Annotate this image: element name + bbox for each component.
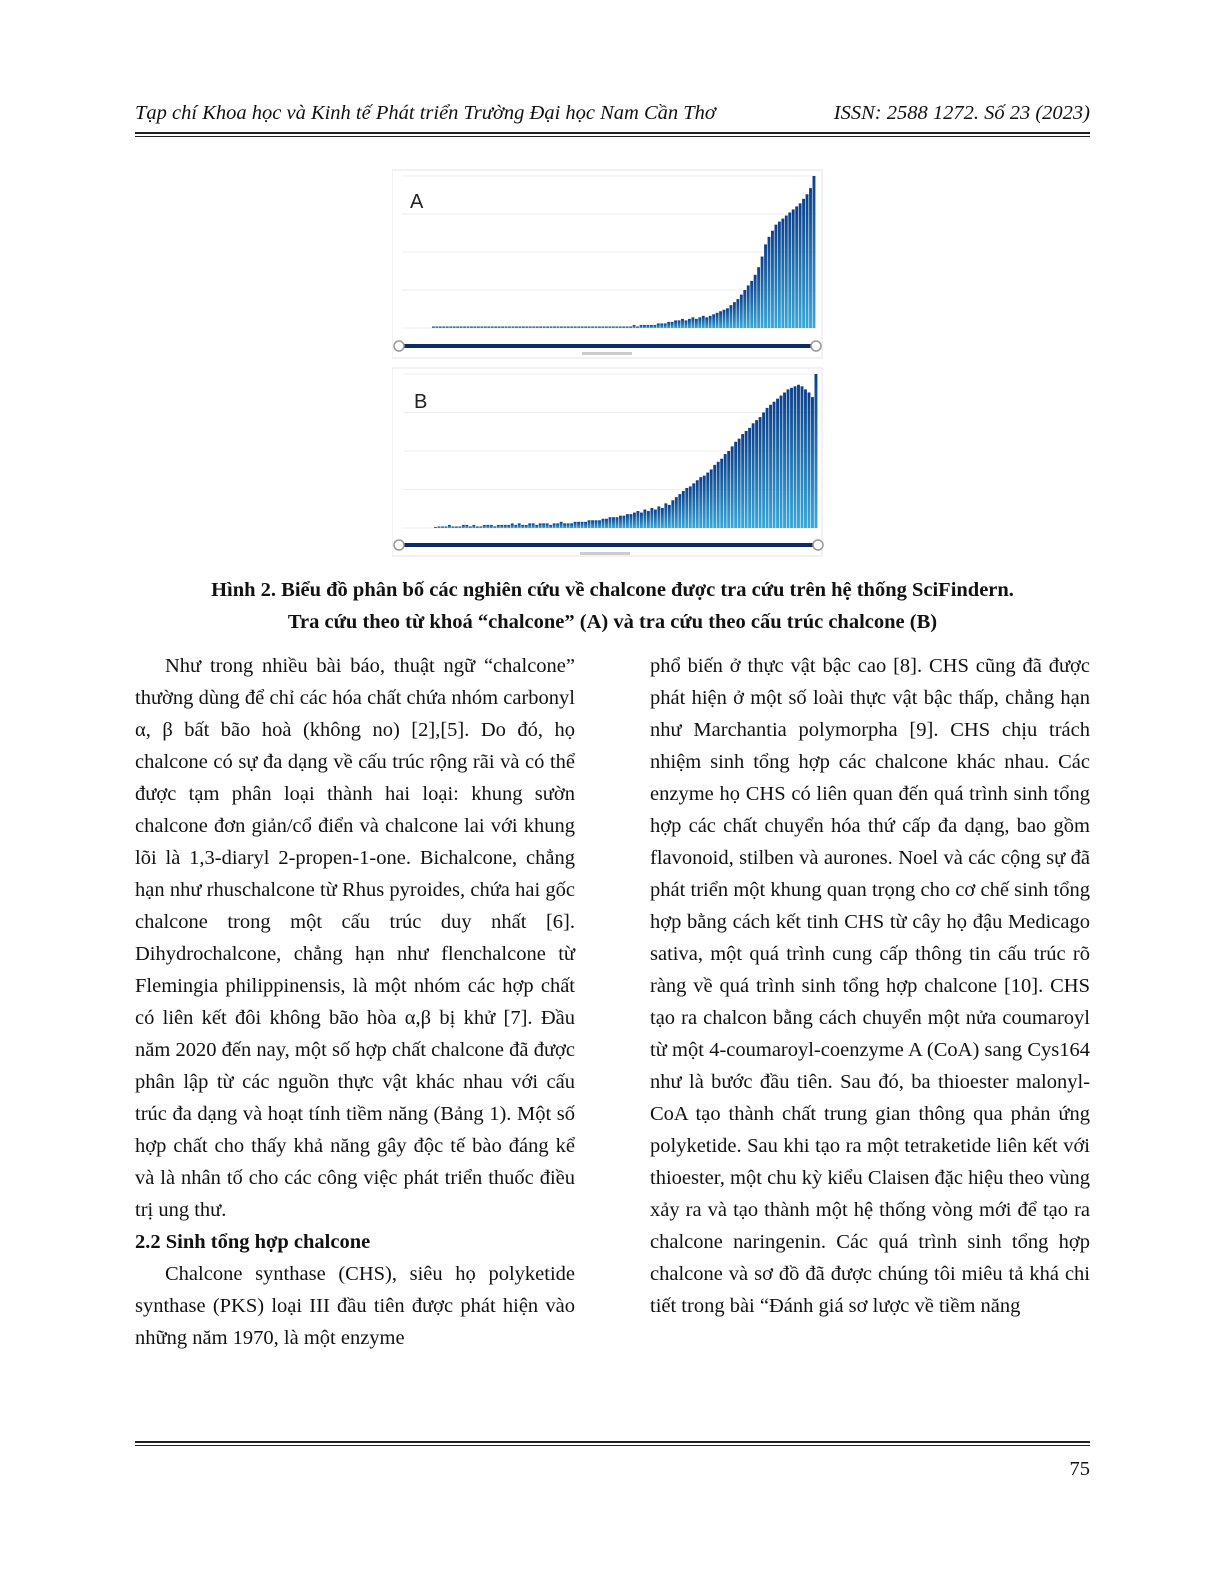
bar xyxy=(776,399,779,528)
bar xyxy=(612,517,615,528)
bar xyxy=(602,519,605,528)
bar xyxy=(451,526,454,528)
bar xyxy=(657,506,660,528)
bar xyxy=(615,326,618,328)
bar xyxy=(442,326,445,328)
bar xyxy=(577,522,580,528)
bar xyxy=(804,389,807,528)
bar xyxy=(811,397,814,528)
bar xyxy=(797,385,800,528)
bar xyxy=(809,188,812,328)
bar xyxy=(577,326,580,328)
bar xyxy=(500,525,503,528)
bar xyxy=(755,420,758,528)
bar xyxy=(757,267,760,328)
bar xyxy=(802,199,805,328)
bar xyxy=(713,465,716,528)
panel-b-label: B xyxy=(414,391,428,413)
bar xyxy=(740,295,743,328)
bar xyxy=(501,326,504,328)
bar xyxy=(553,326,556,328)
bar xyxy=(529,326,532,328)
bar xyxy=(633,513,636,528)
bar xyxy=(550,326,553,328)
bar xyxy=(699,477,702,528)
bar xyxy=(602,326,605,328)
bar xyxy=(469,526,472,528)
bar xyxy=(497,525,500,528)
right-column xyxy=(650,650,1090,1322)
bar xyxy=(567,326,570,328)
bar xyxy=(525,525,528,528)
bar xyxy=(595,520,598,528)
bar xyxy=(448,525,451,528)
bar xyxy=(743,290,746,328)
panel-a-slider-handle-right[interactable] xyxy=(811,341,821,351)
bar xyxy=(612,326,615,328)
bar xyxy=(444,526,447,528)
bar xyxy=(717,462,720,528)
bar xyxy=(668,505,671,528)
bar xyxy=(761,257,764,328)
bar xyxy=(794,386,797,528)
bar xyxy=(484,326,487,328)
bar xyxy=(480,326,483,328)
bar xyxy=(647,511,650,528)
bar xyxy=(661,508,664,528)
bar xyxy=(521,525,524,528)
bar xyxy=(437,526,440,528)
bar xyxy=(560,522,563,528)
footer-rule xyxy=(135,1441,1090,1443)
panel-b-range-caption xyxy=(580,552,630,555)
bar xyxy=(815,374,818,528)
bar xyxy=(477,326,480,328)
bar xyxy=(622,326,625,328)
bar xyxy=(626,514,629,528)
bar xyxy=(543,326,546,328)
bar xyxy=(494,326,497,328)
bar xyxy=(738,439,741,528)
bar xyxy=(432,326,435,328)
bar xyxy=(783,392,786,528)
bar xyxy=(535,525,538,528)
header-rule xyxy=(135,132,1090,134)
bar xyxy=(788,212,791,328)
bar xyxy=(759,417,762,528)
bar xyxy=(764,244,767,328)
bar xyxy=(470,326,473,328)
figure-caption xyxy=(135,574,1090,638)
bar xyxy=(710,469,713,528)
footer-rule-thin xyxy=(135,1445,1090,1446)
bar xyxy=(456,326,459,328)
bar xyxy=(692,483,695,528)
figure-2-charts xyxy=(392,168,832,563)
bar xyxy=(781,219,784,328)
bar xyxy=(643,325,646,328)
bar xyxy=(460,326,463,328)
figure-2 xyxy=(392,168,832,563)
bar xyxy=(674,320,677,328)
bar xyxy=(605,519,608,528)
bar xyxy=(716,313,719,328)
bar xyxy=(539,523,542,528)
bar xyxy=(787,389,790,528)
bar xyxy=(616,517,619,528)
bar xyxy=(518,326,521,328)
bar xyxy=(557,326,560,328)
bar xyxy=(522,326,525,328)
bar xyxy=(570,523,573,528)
bar xyxy=(486,525,489,528)
bar xyxy=(498,326,501,328)
panel-a-frame xyxy=(392,170,822,358)
bar xyxy=(515,326,518,328)
paragraph: phổ biến ở thực vật bậc cao [8]. CHS cũng đã được phát hiện ở một số loài thực vật bậc thấp, chẳng hạn như Marchantia polymorpha [9]. CHS chịu trách nhiệm sinh tổng hợp các chalcone khác nhau. Các enzyme họ CHS có liên quan đến quá trình sinh tổng hợp các chất chuyển hóa thứ cấp đa dạng, bao gồm flavonoid, stilben và aurones. Noel và các cộng sự đã phát triển một khung quan trọng cho cơ chế sinh tổng hợp bằng cách kết tinh CHS từ cây họ đậu Medicago sativa, một quá trình cung cấp thông tin cấu trúc rõ ràng về quá trình sinh tổng hợp chalcone [10]. CHS tạo ra chalcon bằng cách chuyển một nửa coumaroyl từ một 4-coumaroyl-coenzyme A (CoA) sang Cys164 như là bước đầu tiên. Sau đó, ba thioester malonyl-CoA tạo thành chất trung gian thông qua phản ứng polyketide. Sau khi tạo ra một tetraketide liên kết với thioester, một chu kỳ kiểu Claisen đặc hiệu theo vùng xảy ra và tạo thành một hệ thống vòng mới để tạo ra chalcone naringenin. Các quá trình sinh tổng hợp chalcone và sơ đồ đã được chúng tôi miêu tả khá chi tiết trong bài “Đánh giá sơ lược về tiềm năng xyxy=(650,655,1090,1317)
bar xyxy=(643,510,646,528)
bar xyxy=(588,326,591,328)
bar xyxy=(671,322,674,328)
bar xyxy=(703,476,706,528)
bar xyxy=(574,326,577,328)
paragraph: Chalcone synthase (CHS), siêu họ polyketide synthase (PKS) loại III đầu tiên được phát hiện vào những năm 1970, là một enzyme xyxy=(135,1263,575,1349)
bar xyxy=(778,222,781,328)
bar xyxy=(453,326,456,328)
panel-b-slider-handle-left[interactable] xyxy=(394,540,404,550)
bar xyxy=(731,446,734,528)
bar xyxy=(664,323,667,328)
bar xyxy=(525,326,528,328)
bar xyxy=(598,520,601,528)
bar xyxy=(719,311,722,328)
bar xyxy=(689,486,692,528)
caption-line-2: Tra cứu theo từ khoá “chalcone” (A) và tra cứu theo cấu trúc chalcone (B) xyxy=(287,611,938,633)
bar xyxy=(709,316,712,328)
bar xyxy=(664,503,667,528)
bar xyxy=(667,322,670,328)
bar xyxy=(685,488,688,528)
bar xyxy=(633,325,636,328)
bar xyxy=(678,320,681,328)
bar xyxy=(567,523,570,528)
bar xyxy=(563,326,566,328)
issn-issue: ISSN: 2588 1272. Số 23 (2023) xyxy=(833,102,1090,124)
section-heading: 2.2 Sinh tổng hợp chalcone xyxy=(135,1231,371,1253)
bar xyxy=(629,514,632,528)
bar xyxy=(574,522,577,528)
bar xyxy=(653,325,656,328)
bar xyxy=(745,431,748,528)
bar xyxy=(771,231,774,328)
bar xyxy=(733,302,736,328)
bar xyxy=(705,317,708,328)
bar xyxy=(588,520,591,528)
bar xyxy=(458,526,461,528)
bar xyxy=(773,402,776,528)
bar xyxy=(512,326,515,328)
bar xyxy=(553,523,556,528)
bar xyxy=(792,209,795,328)
bar xyxy=(446,326,449,328)
bar xyxy=(467,326,470,328)
bar xyxy=(623,516,626,528)
bar xyxy=(598,326,601,328)
bar xyxy=(660,323,663,328)
bar xyxy=(608,326,611,328)
panel-a-slider-handle-left[interactable] xyxy=(394,341,404,351)
bar xyxy=(636,511,639,528)
bar xyxy=(681,319,684,328)
bar xyxy=(584,326,587,328)
bar xyxy=(780,396,783,528)
panel-a-range-caption xyxy=(582,352,632,355)
bar xyxy=(570,326,573,328)
bar xyxy=(640,325,643,328)
bar xyxy=(747,285,750,328)
bar xyxy=(505,326,508,328)
bar xyxy=(435,326,438,328)
bar xyxy=(706,473,709,528)
header-rule-thin xyxy=(135,136,1090,137)
bar xyxy=(434,527,437,528)
bar xyxy=(813,176,816,328)
bar xyxy=(591,520,594,528)
bar xyxy=(754,275,757,328)
bar xyxy=(685,320,688,328)
bar xyxy=(769,405,772,528)
bar xyxy=(727,451,730,528)
bar xyxy=(748,428,751,528)
bar xyxy=(449,326,452,328)
bar xyxy=(724,454,727,528)
page-number: 75 xyxy=(1069,1458,1090,1480)
bar xyxy=(474,326,477,328)
bar xyxy=(650,508,653,528)
bar xyxy=(472,525,475,528)
bar xyxy=(465,525,468,528)
bar xyxy=(546,326,549,328)
bar xyxy=(766,408,769,528)
bar xyxy=(455,526,458,528)
bar xyxy=(752,423,755,528)
bar xyxy=(483,525,486,528)
journal-title: Tạp chí Khoa học và Kinh tế Phát triển Trường Đại học Nam Cần Thơ xyxy=(135,102,716,124)
bar xyxy=(563,523,566,528)
bar xyxy=(801,386,804,528)
left-column xyxy=(135,650,575,1354)
bar xyxy=(640,513,643,528)
bar xyxy=(774,225,777,328)
bar xyxy=(723,310,726,328)
bar xyxy=(504,525,507,528)
bar xyxy=(768,237,771,328)
bar xyxy=(736,299,739,328)
caption-line-1: Hình 2. Biểu đồ phân bố các nghiên cứu về chalcone được tra cứu trên hệ thống SciFindern. xyxy=(211,579,1014,601)
bar xyxy=(734,442,737,528)
bar xyxy=(491,326,494,328)
bar xyxy=(518,523,521,528)
bar xyxy=(591,326,594,328)
bar xyxy=(532,326,535,328)
panel-b-slider-handle-right[interactable] xyxy=(813,540,823,550)
bar xyxy=(702,316,705,328)
bar xyxy=(629,326,632,328)
bar xyxy=(619,326,622,328)
bar xyxy=(808,392,811,528)
bar xyxy=(536,326,539,328)
bar xyxy=(581,326,584,328)
bar xyxy=(439,326,442,328)
bar xyxy=(688,319,691,328)
bar xyxy=(696,480,699,528)
bar xyxy=(493,526,496,528)
bar xyxy=(546,523,549,528)
bar xyxy=(441,526,444,528)
bar xyxy=(487,326,490,328)
bar xyxy=(682,491,685,528)
bar xyxy=(695,319,698,328)
bar xyxy=(463,326,466,328)
bar xyxy=(650,325,653,328)
bar xyxy=(609,517,612,528)
panel-a-label: A xyxy=(410,191,424,213)
bar xyxy=(730,305,733,328)
bar xyxy=(671,500,674,528)
bar xyxy=(795,206,798,328)
bar xyxy=(750,281,753,328)
bar xyxy=(636,326,639,328)
bar xyxy=(646,325,649,328)
bar xyxy=(528,523,531,528)
bar xyxy=(712,314,715,328)
running-header xyxy=(135,102,1090,130)
bar xyxy=(675,497,678,528)
bar xyxy=(726,308,729,328)
bar xyxy=(806,194,809,328)
bar xyxy=(605,326,608,328)
bar xyxy=(626,326,629,328)
bar xyxy=(514,525,517,528)
bar xyxy=(762,413,765,529)
bar xyxy=(539,326,542,328)
bar xyxy=(549,525,552,528)
bar xyxy=(462,525,465,528)
bar xyxy=(799,203,802,328)
bar xyxy=(678,494,681,528)
bar xyxy=(556,523,559,528)
bar xyxy=(619,516,622,528)
bar xyxy=(785,216,788,328)
paragraph: Như trong nhiều bài báo, thuật ngữ “chalcone” thường dùng để chỉ các hóa chất chứa nhóm carbonyl α, β bất bão hoà (không no) [2],[5]. Do đó, họ chalcone có sự đa dạng về cấu trúc rộng rãi và có thể được tạm phân loại thành hai loại: khung sườn chalcone đơn giản/cổ điển và chalcone lai với khung lõi là 1,3-diaryl 2-propen-1-one. Bichalcone, chẳng hạn như rhuschalcone từ Rhus pyroides, chứa hai gốc chalcone trong một cấu trúc duy nhất [6]. Dihydrochalcone, chẳng hạn như flenchalcone từ Flemingia philippinensis, là một nhóm các hợp chất có liên kết đôi không bão hòa α,β bị khử [7]. Đầu năm 2020 đến nay, một số hợp chất chalcone đã được phân lập từ các nguồn thực vật khác nhau với cấu trúc đa dạng và hoạt tính tiềm năng (Bảng 1). Một số hợp chất cho thấy khả năng gây độc tế bào đáng kể và là nhân tố cho các công việc phát triển thuốc điều trị ung thư. xyxy=(135,655,575,1221)
bar xyxy=(532,523,535,528)
bar xyxy=(691,317,694,328)
bar xyxy=(595,326,598,328)
bar xyxy=(508,326,511,328)
bar xyxy=(741,434,744,528)
bar xyxy=(476,526,479,528)
bar xyxy=(511,523,514,528)
bar xyxy=(479,526,482,528)
bar xyxy=(490,525,493,528)
bar xyxy=(584,522,587,528)
bar xyxy=(790,388,793,528)
bar xyxy=(507,525,510,528)
bar xyxy=(581,522,584,528)
bar xyxy=(698,317,701,328)
bar xyxy=(560,326,563,328)
bar xyxy=(720,459,723,528)
bar xyxy=(657,323,660,328)
bar xyxy=(654,510,657,528)
bar xyxy=(542,523,545,528)
